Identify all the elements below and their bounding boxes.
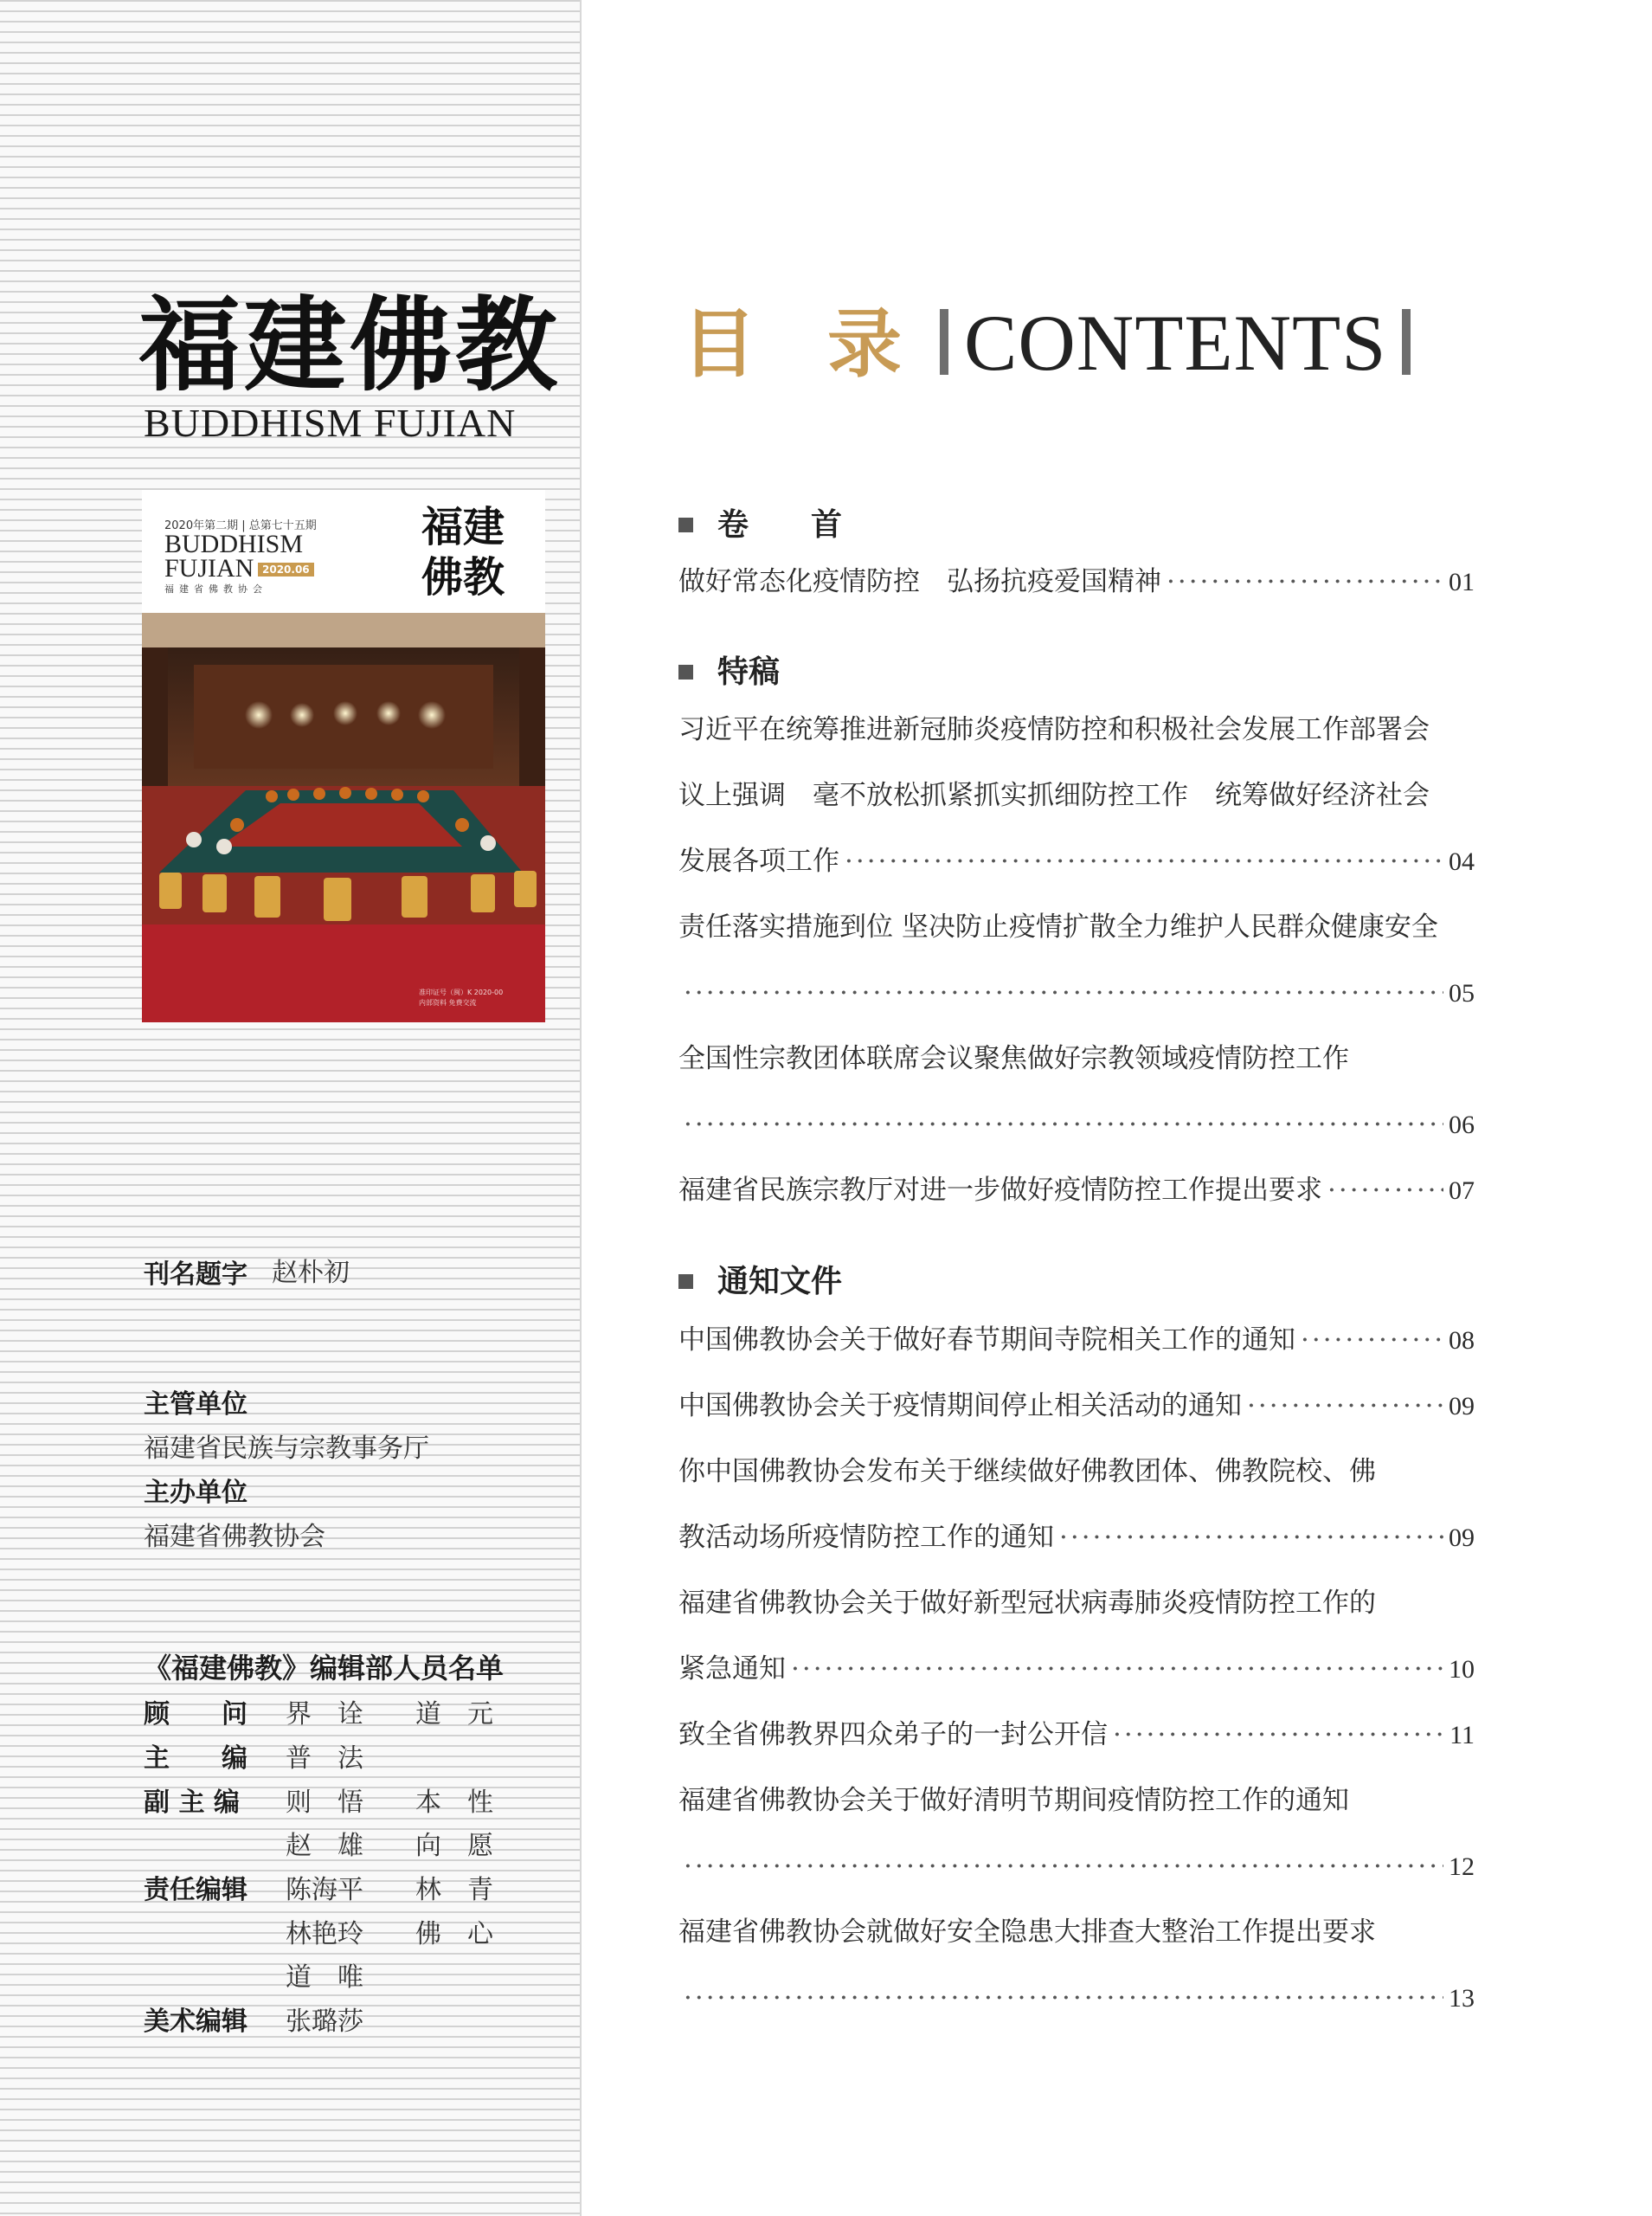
toc-entry[interactable]: 全国性宗教团体联席会议聚焦做好宗教领域疫情防控工作 [678,1043,1349,1074]
toc-entry[interactable]: ····· 06 [678,1092,1475,1157]
toc-entry[interactable]: 福建省佛教协会关于做好新型冠状病毒肺炎疫情防控工作的 [678,1588,1376,1619]
toc-entry[interactable]: 紧急通知 ····· 10 [678,1636,1475,1702]
title-divider [940,309,948,375]
supervisor-label: 主管单位 [144,1389,247,1420]
column-divider [580,0,582,2216]
contents-heading [682,284,1426,388]
masthead-english-title: BUDDHISM FUJIAN [144,401,517,445]
toc-list [678,697,1475,1223]
cover-title-en-1: BUDDHISM [164,530,304,558]
cover-association: 福建省佛教协会 [164,583,267,595]
toc-entry[interactable]: 责任落实措施到位 坚决防止疫情扩散全力维护人民群众健康安全 [678,912,1438,943]
cover-photo [142,613,545,1022]
sponsor-value: 福建省佛教协会 [144,1522,325,1552]
cover-logo: 福建佛教 [421,503,505,602]
cover-imprint: 准印证号（闽）K 2020-00 内部资料 免费交流 [419,989,504,1007]
toc-list [678,549,1475,615]
square-bullet-icon [678,665,693,680]
square-bullet-icon [678,518,693,532]
masthead-logo: 福建佛教 [138,285,562,405]
toc-entry[interactable]: 致全省佛教界四众弟子的一封公开信 ····· 11 [678,1702,1475,1768]
calligraphy-label: 刊名题字 [144,1259,247,1290]
toc-entry[interactable]: ····· 05 [678,960,1475,1026]
title-divider [1402,309,1411,375]
toc-list [678,1307,1475,2031]
cover-issue-text: 2020年第二期 | 总第七十五期 [164,519,317,532]
cover-title-en-2: FUJIAN [164,554,254,583]
magazine-cover [142,490,545,1022]
staff-list-title: 《福建佛教》编辑部人员名单 [144,1652,505,1685]
contents-title-en: CONTENTS [963,299,1387,387]
square-bullet-icon [678,1274,693,1289]
toc-entry[interactable]: 教活动场所疫情防控工作的通知 ····· 09 [678,1504,1475,1570]
toc-entry[interactable]: 做好常态化疫情防控 弘扬抗疫爱国精神 ····· 01 [678,549,1475,615]
section-heading: 特稿 [678,647,780,689]
sponsor-label: 主办单位 [144,1478,247,1508]
toc-entry[interactable]: 你中国佛教协会发布关于继续做好佛教团体、佛教院校、佛 [678,1456,1376,1487]
contents-title-cn: 目 录 [682,301,924,388]
section-heading: 卷 首 [678,500,842,542]
toc-entry[interactable]: 中国佛教协会关于疫情期间停止相关活动的通知 ····· 09 [678,1373,1475,1439]
calligraphy-value: 赵朴初 [272,1258,350,1288]
toc-entry[interactable]: 福建省佛教协会关于做好清明节期间疫情防控工作的通知 [678,1785,1349,1816]
supervisor-value: 福建省民族与宗教事务厅 [144,1433,429,1464]
toc-entry[interactable]: ····· 13 [678,1965,1475,2031]
toc-entry[interactable]: 福建省民族宗教厅对进一步做好疫情防控工作提出要求 ····· 07 [678,1157,1475,1223]
section-heading: 通知文件 [678,1257,842,1298]
toc-entry[interactable]: 发展各项工作 ····· 04 [678,828,1475,894]
toc-entry[interactable]: 议上强调 毫不放松抓紧抓实抓细防控工作 统筹做好经济社会 [678,780,1430,811]
cover-date-badge: 2020.06 [258,563,314,577]
toc-entry[interactable]: 习近平在统筹推进新冠肺炎疫情防控和积极社会发展工作部署会 [678,714,1430,745]
toc-entry[interactable]: 福建省佛教协会就做好安全隐患大排查大整治工作提出要求 [678,1916,1376,1948]
toc-entry[interactable]: ····· 12 [678,1833,1475,1899]
toc-entry[interactable]: 中国佛教协会关于做好春节期间寺院相关工作的通知 ····· 08 [678,1307,1475,1373]
